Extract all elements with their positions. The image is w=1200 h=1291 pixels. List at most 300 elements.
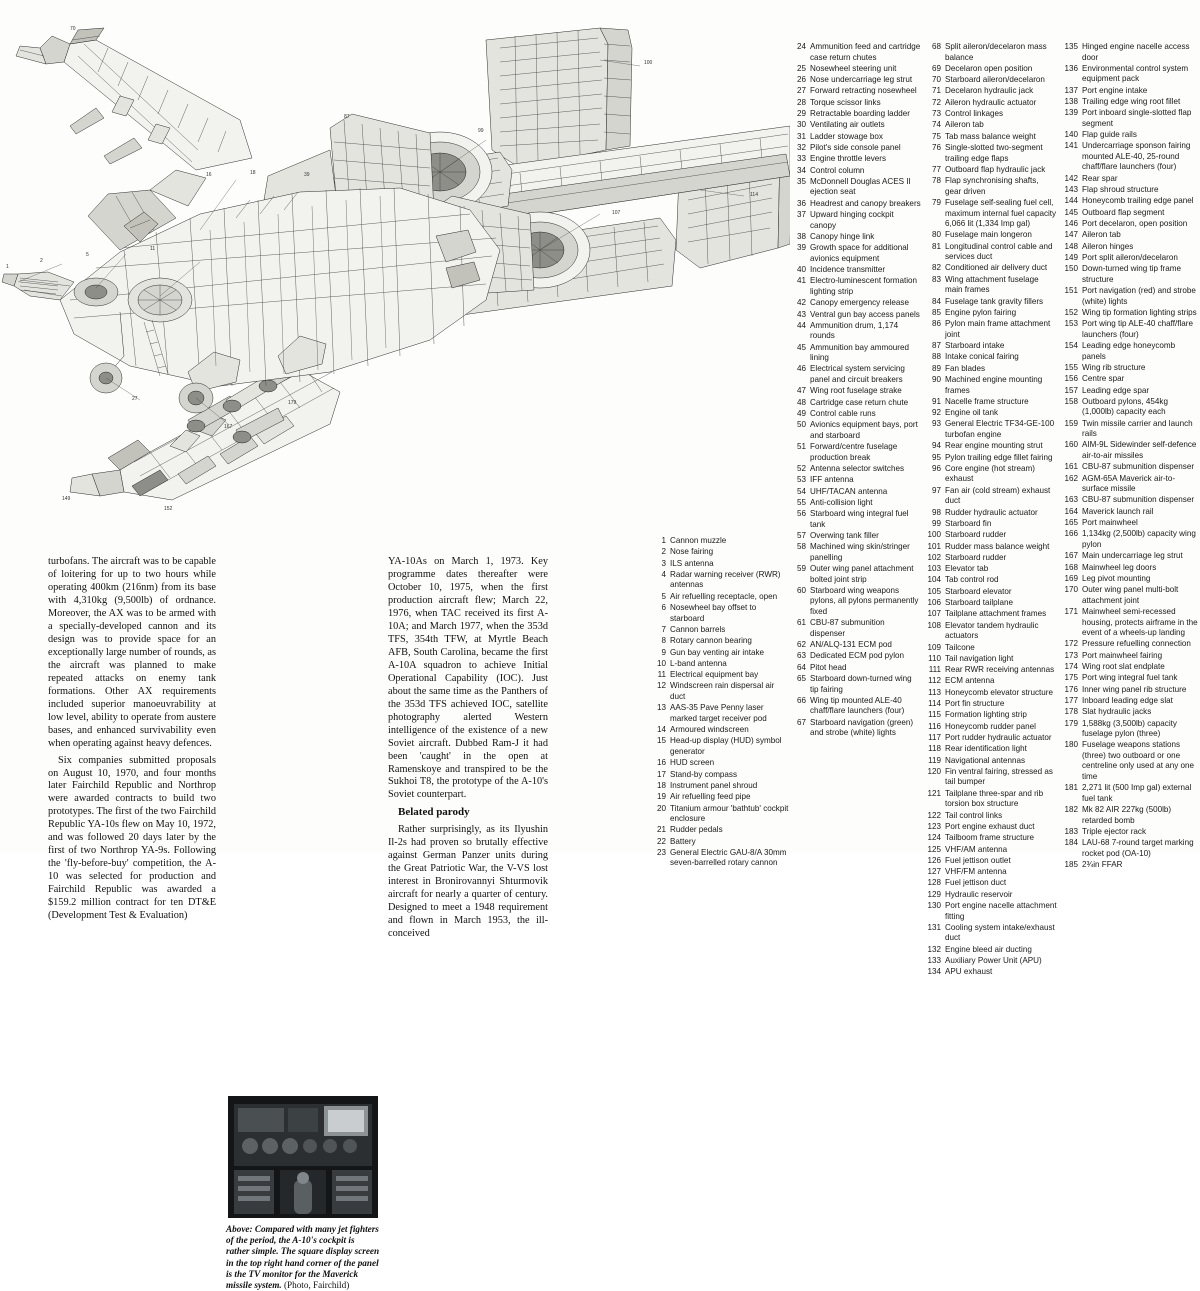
key-item [790,398,922,409]
key-item [925,319,1057,340]
key-item-number: 11 [657,670,666,680]
svg-text:27: 27 [132,396,138,402]
key-item [925,364,1057,375]
key-item-number: 71 [931,86,941,96]
key-item [790,199,922,210]
key-item-label: Mainwheel leg doors [1082,562,1157,572]
key-item-label: Port engine nacelle attachment fitting [945,901,1057,921]
key-item [790,298,922,309]
svg-text:39: 39 [304,172,310,178]
key-item-number: 84 [931,296,941,306]
key-item-label: Outboard pylons, 454kg (1,000lb) capacity each [1082,396,1168,417]
key-item-label: Starboard fin [945,518,992,528]
key-item [925,242,1057,263]
article-paragraph: Six companies submitted proposals on August 10, 1970, and four months later Fairchild Republic and Northrop were awarded contracts to build two prototypes. The first of the two Fairchild Republic YA-10s flew on May 10, 1972, and was followed 20 days later by the first of two Northrop YA-9s. Following the 'fly-before-buy' competition, the A-10 was selected for production and Fairchild Republic was awarded a $159.2 million contract for ten DT&E (Development Test & Evaluation) [48,754,216,922]
key-item-label: General Electric TF34-GE-100 turbofan engine [945,419,1055,439]
key-item-label: Starboard wing weapons pylons, all pylons permanently fixed [810,585,919,616]
key-item-label: Port decelaron, open position [1082,219,1188,229]
key-item-number: 148 [1064,241,1078,251]
key-item-label: Tailboom frame structure [945,833,1035,843]
key-item-number: 33 [796,154,806,164]
key-item-label: Pressure refuelling connection [1082,639,1191,649]
key-item [925,397,1057,408]
key-item-number: 172 [1064,639,1078,649]
key-item-label: Avionics equipment bays, port and starboard [810,420,918,440]
key-item-number: 44 [796,320,806,330]
key-item [790,64,922,75]
key-item-label: Upward hinging cockpit canopy [810,210,894,230]
key-item-label: Nosewheel bay offset to starboard [670,603,757,623]
key-item-number: 131 [927,922,941,932]
key-item-number: 109 [927,642,941,652]
key-item-label: Machined wing skin/stringer panelling [810,542,910,562]
key-item-label: Ladder stowage box [810,131,883,141]
key-item-number: 128 [927,878,941,888]
key-item-number: 59 [796,564,806,574]
key-item-number: 1 [661,536,666,545]
key-item [925,341,1057,352]
key-item-label: Rear RWR receiving antennas [945,665,1055,675]
key-item-number: 66 [796,695,806,705]
key-item-number: 58 [796,542,806,552]
key-item-number: 8 [661,636,666,646]
key-item-number: 76 [931,143,941,153]
article-column-2 [388,556,548,945]
key-item [1062,108,1198,129]
key-item-number: 61 [796,618,806,628]
key-item-label: Fuel jettison outlet [945,855,1011,865]
key-item [790,98,922,109]
key-item [925,419,1057,440]
key-item-number: 112 [928,676,941,686]
key-item-number: 24 [796,42,806,51]
key-item-number: 36 [796,198,806,208]
key-item-label: Outboard flap segment [1082,207,1165,217]
key-item-number: 57 [796,530,806,540]
article-subheading: Belated parody [398,806,470,819]
key-item-number: 67 [796,717,806,727]
key-item-number: 54 [796,486,806,496]
key-item-label: Incidence transmitter [810,265,886,275]
key-item-number: 14 [656,725,666,735]
key-item-number: 80 [931,230,941,240]
article-column-1 [48,556,216,927]
key-item-label: VHF/AM antenna [945,844,1008,854]
key-item-label: Forward retracting nosewheel [810,86,917,96]
key-item-number: 37 [796,210,806,220]
key-item [925,486,1057,507]
key-item [790,487,922,498]
key-item-number: 149 [1064,252,1078,262]
key-item-number: 157 [1064,385,1078,395]
key-item-label: Windscreen rain dispersal air duct [670,681,775,701]
key-item-number: 41 [796,276,806,286]
key-item-label: Engine oil tank [945,408,999,418]
key-item-label: Outer wing panel multi-bolt attachment joint [1082,585,1179,605]
key-item [1062,308,1198,319]
key-item [925,176,1057,197]
key-item-number: 140 [1064,130,1078,140]
key-item-number: 20 [656,803,666,813]
key-item [790,509,922,530]
key-item-number: 73 [931,109,941,119]
key-item-number: 124 [927,833,941,843]
svg-text:16: 16 [206,172,212,178]
key-item-label: Starboard intake [945,341,1005,351]
key-item-number: 70 [931,75,941,85]
key-item [790,475,922,486]
key-item-number: 46 [796,364,806,374]
key-item-label: Port fin structure [945,699,1005,709]
key-item-number: 74 [931,120,941,130]
key-item [925,453,1057,464]
key-item [925,297,1057,308]
key-item-number: 133 [927,956,941,966]
key-item-label: Nacelle frame structure [945,396,1029,406]
key-item-number: 86 [931,319,941,329]
key-item-label: Engine bleed air ducting [945,944,1032,954]
key-item-number: 179 [1064,718,1078,728]
key-item-label: Slat hydraulic jacks [1082,707,1152,717]
key-item-number: 5 [661,591,666,601]
key-item-number: 69 [931,63,941,73]
key-item [1062,86,1198,97]
key-item-label: Wing tip formation lighting strips [1082,307,1197,317]
key-item-label: Cartridge case return chute [810,397,909,407]
key-item [790,409,922,420]
key-item-label: Gun bay venting air intake [670,647,765,657]
key-item-label: Fuselage main longeron [945,230,1032,240]
key-item [925,42,1057,63]
key-item-label: Electro-luminescent formation lighting strip [810,276,918,296]
key-item [925,890,1057,901]
key-item-label: Starboard navigation (green) and strobe (white) lights [810,717,914,738]
key-item-label: Down-turned wing tip frame structure [1082,264,1181,284]
key-item [925,165,1057,176]
key-item-label: Starboard tailplane [945,598,1013,608]
key-item-number: 154 [1064,341,1078,351]
key-item-number: 168 [1064,562,1078,572]
key-item-label: Wing root fuselage strake [810,386,902,396]
key-item-label: Pylon main frame attachment joint [945,319,1051,339]
key-item-number: 94 [931,441,941,451]
key-item [1062,42,1198,63]
key-item-label: Leg pivot mounting [1082,573,1151,583]
key-item [925,98,1057,109]
key-item-label: Ammunition bay ammoured lining [810,342,909,363]
key-item-number: 21 [656,825,666,835]
key-item-number: 89 [931,363,941,373]
key-item [790,531,922,542]
key-item-label: Retractable boarding ladder [810,109,910,119]
key-item-number: 125 [927,844,941,854]
key-item [790,243,922,264]
key-item-number: 174 [1064,661,1078,671]
key-item-label: Starboard aileron/decelaron [945,75,1045,85]
key-item-label: Port wing tip ALE-40 chaff/flare launchers (four) [1082,319,1193,339]
key-item-label: Aileron hydraulic actuator [945,97,1037,107]
key-item [1062,495,1198,506]
key-item-number: 134 [927,967,941,977]
key-item [925,230,1057,241]
key-item [1062,474,1198,495]
key-item [790,210,922,231]
key-item-label: Navigational antennas [945,755,1026,765]
key-item-number: 123 [927,821,941,831]
key-item-label: Wing root slat endplate [1082,661,1165,671]
key-item [925,945,1057,956]
key-item [925,275,1057,296]
key-item-number: 111 [928,665,941,675]
photo-caption [226,1224,380,1291]
key-item-number: 122 [927,810,941,820]
key-item-label: L-band antenna [670,658,727,668]
key-item-number: 75 [931,131,941,141]
key-item-number: 166 [1064,529,1078,539]
key-item [790,464,922,475]
key-item-number: 19 [656,792,666,802]
key-item-label: Leading edge honeycomb panels [1082,341,1176,361]
key-item-label: Leading edge spar [1082,385,1150,395]
key-item-label: Rudder hydraulic actuator [945,507,1038,517]
key-item [790,132,922,143]
key-item-label: Fuel jettison duct [945,878,1007,888]
key-item-label: Flap synchronising shafts, gear driven [945,176,1039,196]
key-item-label: Aileron hinges [1082,241,1134,251]
key-item [925,408,1057,419]
key-item-label: Environmental control system equipment pack [1082,63,1189,84]
key-item-label: Anti-collision light [810,497,873,507]
key-item-number: 103 [927,564,941,574]
key-item-number: 183 [1064,826,1078,836]
key-item [1062,341,1198,362]
key-item-label: 2,271 lit (500 Imp gal) external fuel tank [1082,783,1192,803]
key-item-number: 137 [1064,85,1078,95]
key-item-number: 93 [931,419,941,429]
key-item [925,198,1057,230]
key-item [1062,174,1198,185]
key-item-number: 98 [931,507,941,517]
key-item-number: 143 [1064,185,1078,195]
key-item-label: Tail navigation light [945,653,1014,663]
svg-text:87: 87 [344,114,350,120]
key-item [1062,97,1198,108]
key-item-label: Hydraulic reservoir [945,889,1013,899]
key-item-number: 82 [931,263,941,273]
key-item [925,956,1057,967]
key-item [925,64,1057,75]
key-item-number: 48 [796,397,806,407]
key-item-number: 55 [796,497,806,507]
key-item [1062,860,1198,871]
key-item-label: Wing tip mounted ALE-40 chaff/flare launchers (four) [810,695,905,716]
key-item-number: 88 [931,352,941,362]
key-item [925,263,1057,274]
key-item-number: 23 [656,847,666,857]
key-item-label: Decelaron hydraulic jack [945,86,1034,96]
key-item [1062,462,1198,473]
key-item-number: 97 [931,485,941,495]
key-item [1062,242,1198,253]
key-item [925,464,1057,485]
key-item-number: 116 [928,721,941,731]
key-item [790,276,922,297]
svg-text:149: 149 [62,496,71,502]
key-item [790,86,922,97]
key-item [1062,185,1198,196]
key-item-number: 68 [931,42,941,51]
key-item [1062,196,1198,207]
key-item [790,265,922,276]
key-item-number: 126 [927,855,941,865]
article-paragraph: turbofans. The aircraft was to be capable of loitering for up to two hours while operating 400km (216nm) from its base with 4,310kg (9,500lb) of ordnance. Moreover, the AX was to be armed with a specially-developed cannon and its design was to provide space for an exceptionally large number of rounds, as the aircraft was planned to make repeated attacks on enemy tank formations. Other AX requirements included superior manoeuvrability at low level, ability to operate from austere bases, and enhanced survivability even when operating against heavy defences. [48,556,216,749]
key-item-number: 17 [656,769,666,779]
key-item-number: 119 [928,755,941,765]
key-item-label: Rear spar [1082,173,1118,183]
key-item-label: Overwing tank filler [810,530,879,540]
key-item [790,154,922,165]
key-item-number: 13 [656,703,666,713]
key-item [925,901,1057,922]
key-item-number: 114 [928,699,941,709]
key-item-number: 35 [796,176,806,186]
key-item-label: McDonnell Douglas ACES II ejection seat [810,176,911,197]
svg-text:152: 152 [164,506,173,512]
key-item-number: 3 [661,558,666,568]
key-item-label: Wing rib structure [1082,362,1146,372]
key-item-label: Split aileron/decelaron mass balance [945,42,1047,62]
key-item-label: Trailing edge wing root fillet [1082,96,1181,106]
key-item-label: CBU-87 submunition dispenser [1082,495,1195,505]
key-item-number: 52 [796,463,806,473]
key-item-number: 12 [656,681,666,691]
key-item-label: Control cable runs [810,408,876,418]
key-item-label: IFF antenna [810,475,854,485]
key-item-number: 51 [796,442,806,452]
key-item-number: 2 [661,547,666,557]
key-item [790,498,922,509]
key-item-number: 159 [1064,418,1078,428]
key-item-number: 38 [796,231,806,241]
key-item [790,109,922,120]
key-item [925,519,1057,530]
key-item-number: 152 [1064,307,1078,317]
key-item [925,143,1057,164]
key-item-label: Starboard rudder [945,530,1007,540]
key-item-number: 141 [1064,141,1078,151]
key-item [925,308,1057,319]
key-item-label: Conditioned air delivery duct [945,263,1048,273]
key-item-number: 30 [796,120,806,130]
key-item-number: 185 [1064,860,1078,869]
key-item-label: Radar warning receiver (RWR) antennas [670,569,781,590]
key-item-label: ECM antenna [945,676,995,686]
key-item-number: 100 [927,530,941,540]
key-item-label: APU exhaust [945,967,993,977]
svg-text:179: 179 [288,400,297,406]
key-item [790,442,922,463]
svg-text:2: 2 [40,258,43,264]
key-item-label: Fan air (cold stream) exhaust duct [945,485,1051,506]
key-item-label: Auxiliary Power Unit (APU) [945,956,1042,966]
key-item [925,867,1057,878]
key-item-label: 1,134kg (2,500lb) capacity wing pylon [1082,529,1196,549]
key-item-number: 72 [931,97,941,107]
key-item-number: 22 [656,836,666,846]
key-item-number: 129 [927,889,941,899]
key-item-label: Honeycomb rudder panel [945,721,1036,731]
key-item-label: Growth space for additional avionics equipment [810,243,909,263]
key-item-label: Port inboard single-slotted flap segment [1082,108,1192,128]
key-item-number: 39 [796,243,806,253]
key-item-label: Port engine intake [1082,85,1148,95]
key-item [790,232,922,243]
key-item-number: 16 [656,758,666,768]
key-item [1062,397,1198,418]
key-item [790,143,922,154]
key-item [925,120,1057,131]
key-item-label: AIM-9L Sidewinder self-defence air-to-air missiles [1082,440,1197,460]
key-item [925,109,1057,120]
key-item-label: Fin ventral fairing, stressed as tail bumper [945,766,1053,787]
key-item-label: Centre spar [1082,374,1125,384]
key-item [790,177,922,198]
photo-credit: (Photo, Fairchild) [283,1280,350,1291]
key-item-number: 60 [796,585,806,595]
key-item-label: Core engine (hot stream) exhaust [945,463,1035,484]
key-item-label: Inner wing panel rib structure [1082,684,1187,694]
key-item-number: 163 [1064,495,1078,505]
key-item-number: 50 [796,420,806,430]
key-item [925,530,1057,541]
key-item-label: Rear identification light [945,744,1027,754]
key-item-number: 29 [796,109,806,119]
key-item-label: Rudder pedals [670,825,723,835]
article-paragraph: YA-10As on March 1, 1973. Key programme dates thereafter were October 10, 1975, when the first production aircraft flew; March 22, 1976, when TAC received its first A-10A; and March 1977, when the 353d TFS, 354th TFW, at Myrtle Beach AFB, South Carolina, became the first A-10A squadron to achieve Initial Operational Capability (IOC). Just about the same time as the Panthers of the 353d TFS achieved IOC, satellite photography alerted Western intelligence of the existence of a new Soviet aircraft. Dubbed Ram-J it had been 'caught' in the open at Ramenskoye and transpired to be the Sukhoi T8, the prototype of the A-10's Soviet counterpart. [388,556,548,801]
key-item [790,75,922,86]
key-item [1062,286,1198,307]
key-item-label: Electrical system servicing panel and circuit breakers [810,364,905,384]
key-item-number: 153 [1064,319,1078,329]
key-item-number: 182 [1064,805,1078,815]
key-item-label: LAU-68 7-round target marking rocket pod (OA-10) [1082,838,1194,858]
key-item-label: Formation lighting strip [945,710,1027,720]
key-item-number: 171 [1064,606,1078,616]
key-item-number: 43 [796,309,806,319]
key-item-label: Hinged engine nacelle access door [1082,42,1190,62]
key-item-number: 87 [931,341,941,351]
key-item-number: 79 [931,197,941,207]
key-item-number: 92 [931,408,941,418]
key-item-label: 1,588kg (3,500lb) capacity fuselage pylon (three) [1082,718,1177,739]
article-paragraph: Rather surprisingly, as its Ilyushin Il-2s had proven so brutally effective against German Panzer units during the Great Patriotic War, the V-VS lost interest in Bronirovannyi Shturmovik aircraft for nearly a quarter of century. Designed to meet a 1948 requirement and flown in March 1953, the ill-conceived [388,824,548,940]
svg-text:11: 11 [150,246,156,252]
key-item-number: 127 [927,867,941,877]
key-item-number: 83 [931,274,941,284]
key-item [925,878,1057,889]
key-item-number: 77 [931,164,941,174]
key-item-label: Control column [810,165,865,175]
key-item-label: Ventilating air outlets [810,120,885,130]
key-item-label: AGM-65A Maverick air-to-surface missile [1082,473,1176,494]
key-item [925,375,1057,396]
key-item-label: Undercarriage sponson fairing mounted ALE-40, 25-round chaff/flare launchers (four) [1082,141,1191,172]
key-item [790,364,922,385]
key-item [650,536,790,547]
key-item-number: 85 [931,307,941,317]
key-item [925,75,1057,86]
key-item-label: Flap guide rails [1082,130,1137,140]
